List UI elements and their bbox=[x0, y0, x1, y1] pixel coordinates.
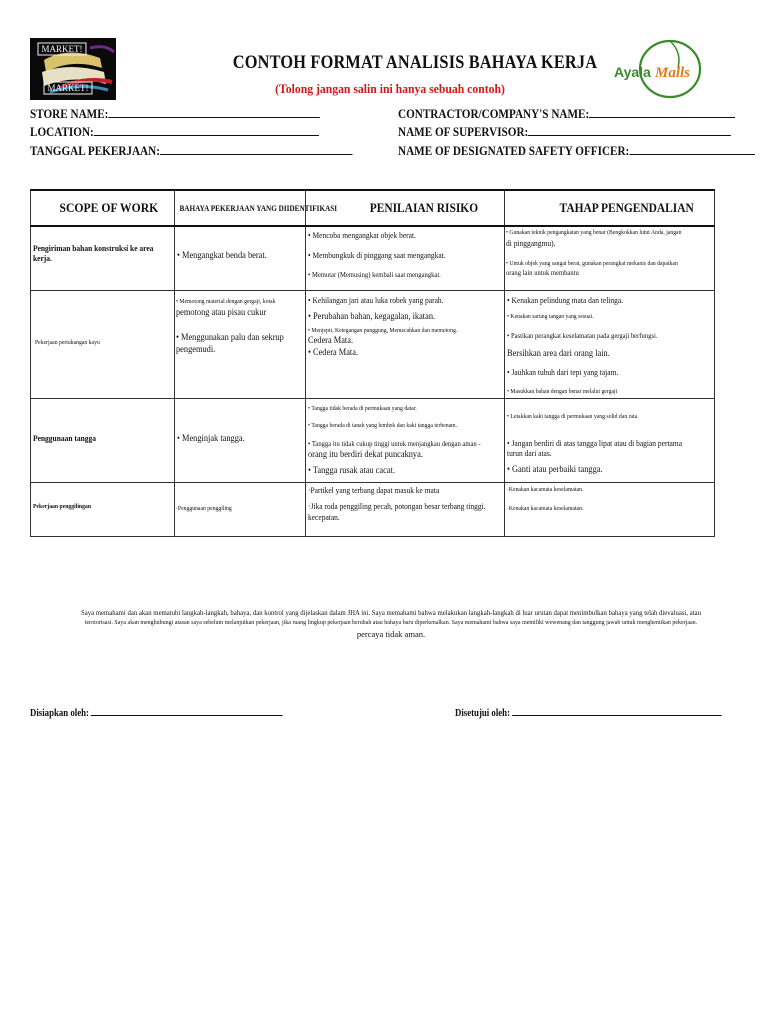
safety-officer-line[interactable] bbox=[629, 143, 755, 155]
store-name-line[interactable] bbox=[108, 106, 320, 118]
market-logo-graphic bbox=[30, 38, 116, 100]
tanggal-line[interactable] bbox=[160, 143, 353, 155]
row1-control-cell bbox=[505, 226, 715, 290]
row1-risk-0: • Mencoba mengangkat objek berat. bbox=[308, 230, 416, 240]
row2-risk-4: • Cedera Mata. bbox=[308, 347, 359, 358]
row3-scope-cell bbox=[31, 398, 175, 482]
approved-by-line[interactable] bbox=[512, 706, 721, 716]
row1-control-2: • Untuk objek yang sangat berat, gunakan perangkat mekanis dan dapatkan bbox=[506, 260, 678, 267]
row2-hazard-3: pengemudi. bbox=[176, 344, 216, 355]
row1-scope-cell bbox=[31, 226, 175, 290]
row2-risk-2: • Menjepit, Ketegangan punggung, Memecahkan dan memotong. bbox=[308, 326, 458, 334]
row4-control-1: ·Kenakan kacamata keselamatan. bbox=[507, 504, 584, 512]
ayala-malls-logo bbox=[612, 38, 704, 100]
row4-hazard-cell bbox=[175, 482, 306, 536]
row4-risk-cell bbox=[306, 482, 505, 536]
table-row bbox=[31, 226, 715, 290]
row3-risk-cell bbox=[306, 398, 505, 482]
hazard-analysis-table bbox=[30, 189, 715, 537]
table-row bbox=[31, 398, 715, 482]
statement-line-3: percaya tidak aman. bbox=[356, 629, 426, 639]
row1-control-1: di pinggangmu). bbox=[506, 238, 556, 248]
header-risk bbox=[306, 190, 505, 226]
statement-line-2: terotorisasi. Saya akan menghubungi atasan saya sebelum melanjutkan pekerjaan, jika ruang lingkup pekerjaan berubah atau bahaya baru diperkenalkan. Saya memahami bahwa saya memiliki wewenang dan tanggung jawab untuk menghentikan pekerjaan. bbox=[84, 619, 698, 627]
statement-line-1: Saya memahami dan akan mematuhi langkah-langkah, bahaya, dan kontrol yang dijelaskan dalam JHA ini. Saya memahami bahwa melakukan langkah-langkah di luar urutan dapat menimbulkan bahaya yang telah dievaluasi, atau bbox=[80, 608, 702, 617]
contractor-field[interactable] bbox=[398, 106, 735, 122]
row4-scope-cell bbox=[31, 482, 175, 536]
tanggal-field[interactable] bbox=[30, 143, 353, 159]
row1-risk-2: • Memutar (Memusing) kembali saat mengangkat. bbox=[308, 270, 441, 279]
supervisor-line[interactable] bbox=[528, 124, 731, 136]
row3-hazard-cell bbox=[175, 398, 306, 482]
row3-control-cell bbox=[505, 398, 715, 482]
market-logo bbox=[30, 38, 116, 100]
row3-control-3: • Ganti atau perbaiki tangga. bbox=[507, 464, 603, 475]
acknowledgement-statement bbox=[30, 607, 752, 641]
row2-risk-1: • Perubahan bahan, kegagalan, ikatan. bbox=[308, 311, 436, 322]
row2-control-4: • Jauhkan tubuh dari tepi yang tajam. bbox=[507, 366, 619, 377]
row4-scope: Pekerjaan penggilingan bbox=[33, 502, 92, 510]
row2-scope: Pekerjaan pertukangan kayu bbox=[35, 338, 100, 346]
row1-hazard-cell bbox=[175, 226, 306, 290]
header-control bbox=[505, 190, 715, 226]
row2-control-2: • Pastikan perangkat keselamatan pada gergaji berfungsi. bbox=[507, 330, 658, 340]
row2-risk-0: • Kehilangan jari atau luka robek yang parah. bbox=[308, 294, 444, 305]
row3-risk-3: orang itu berdiri dekat puncaknya. bbox=[308, 449, 423, 460]
location-label: LOCATION: bbox=[30, 124, 94, 139]
row2-risk-3: Cedera Mata. bbox=[308, 335, 354, 346]
header-hazard-text: BAHAYA PEKERJAAN YANG DIIDENTIFIKASI bbox=[179, 203, 338, 213]
header-control-text: TAHAP PENGENDALIAN bbox=[559, 200, 694, 215]
safety-officer-field[interactable] bbox=[398, 143, 755, 159]
supervisor-label: NAME OF SUPERVISOR: bbox=[398, 124, 529, 139]
header-risk-text: PENILAIAN RISIKO bbox=[369, 200, 479, 215]
contractor-label: CONTRACTOR/COMPANY'S NAME: bbox=[398, 106, 590, 121]
prepared-by-field[interactable] bbox=[30, 706, 283, 719]
row2-control-cell bbox=[505, 290, 715, 398]
row1-hazard-0: • Mengangkat benda berat. bbox=[177, 251, 267, 261]
malls-text: Malls bbox=[655, 65, 691, 81]
ayala-malls-logo-graphic bbox=[612, 38, 704, 100]
row3-risk-0: • Tangga tidak berada di permukaan yang datar. bbox=[308, 404, 417, 412]
prepared-by-label: Disiapkan oleh: bbox=[30, 708, 89, 719]
ayala-text: Ayala bbox=[614, 64, 651, 80]
row3-control-0: • Letakkan kaki tangga di permukaan yang solid dan rata. bbox=[507, 412, 639, 420]
row4-risk-2: kecepatan. bbox=[308, 511, 340, 522]
row3-hazard-0: • Menginjak tangga. bbox=[177, 433, 245, 444]
row1-control-0: • Gunakan teknik pengangkatan yang benar (Bengkokkan lutut Anda, jangan bbox=[506, 229, 682, 236]
row3-control-1: • Jangan berdiri di atas tangga lipat atau di bagian pertama bbox=[507, 437, 683, 448]
row4-risk-0: ·Partikel yang terbang dapat masuk ke mata bbox=[308, 484, 440, 495]
row3-scope: Penggunaan tangga bbox=[33, 432, 96, 443]
approved-by-field[interactable] bbox=[455, 706, 722, 719]
row2-hazard-1: pemotong atau pisau cukur bbox=[176, 307, 267, 318]
row3-risk-2: • Tangga itu tidak cukup tinggi untuk menjangkau dengan aman - bbox=[308, 438, 481, 448]
row2-scope-cell bbox=[31, 290, 175, 398]
row1-risk-cell bbox=[306, 226, 505, 290]
row3-risk-1: • Tangga berada di tanah yang lembek dan kaki tangga terbenam. bbox=[308, 421, 458, 429]
table-header-row bbox=[31, 190, 715, 226]
row2-hazard-2: • Menggunakan palu dan sekrup bbox=[176, 332, 284, 343]
document-title: CONTOH FORMAT ANALISIS BAHAYA KERJA bbox=[232, 52, 598, 73]
row2-control-5: • Masukkan bahan dengan benar melalui gergaji bbox=[507, 387, 618, 395]
row4-control-cell bbox=[505, 482, 715, 536]
approved-by-label: Disetujui oleh: bbox=[455, 708, 510, 719]
table-row bbox=[31, 290, 715, 398]
row2-risk-cell bbox=[306, 290, 505, 398]
table-row bbox=[31, 482, 715, 536]
header-hazard bbox=[175, 190, 338, 226]
location-field[interactable] bbox=[30, 124, 319, 140]
row4-risk-1: ·Jika roda penggiling pecah, potongan besar terbang tinggi. bbox=[308, 500, 486, 511]
row4-hazard-0: ·Penggunaan penggiling bbox=[176, 504, 232, 512]
row1-risk-1: • Membungkuk di pinggang saat mengangkat. bbox=[308, 250, 446, 260]
row3-risk-4: • Tangga rusak atau cacat. bbox=[308, 465, 395, 476]
store-name-label: STORE NAME: bbox=[30, 106, 109, 121]
market-logo-text-bottom: MARKET! bbox=[47, 83, 89, 93]
contractor-line[interactable] bbox=[589, 106, 735, 118]
row1-scope: Pengiriman bahan konstruksi ke area kerja. bbox=[33, 243, 154, 263]
store-name-field[interactable] bbox=[30, 106, 320, 122]
row2-hazard-0: • Memotong material dengan gergaji, kotak bbox=[176, 297, 276, 305]
tanggal-label: TANGGAL PEKERJAAN: bbox=[30, 143, 160, 158]
row3-control-2: turun dari atas. bbox=[507, 447, 552, 458]
supervisor-field[interactable] bbox=[398, 124, 731, 140]
row4-control-0: ·Kenakan kacamata keselamatan. bbox=[507, 485, 584, 493]
row2-control-1: • Kenakan sarung tangan yang sesuai. bbox=[507, 312, 594, 320]
safety-officer-label: NAME OF DESIGNATED SAFETY OFFICER: bbox=[398, 143, 630, 158]
row2-control-0: • Kenakan pelindung mata dan telinga. bbox=[507, 294, 624, 305]
prepared-by-line[interactable] bbox=[91, 706, 283, 716]
row2-hazard-cell bbox=[175, 290, 306, 398]
row1-control-3: orang lain untuk membantu bbox=[506, 268, 579, 277]
row2-control-3: Bersihkan area dari orang lain. bbox=[507, 348, 610, 359]
document-subtitle: (Tolong jangan salin ini hanya sebuah contoh) bbox=[275, 81, 505, 96]
location-line[interactable] bbox=[94, 124, 319, 136]
market-logo-text-top: MARKET! bbox=[41, 44, 83, 54]
header-scope bbox=[31, 190, 175, 226]
header-scope-text: SCOPE OF WORK bbox=[59, 200, 159, 215]
